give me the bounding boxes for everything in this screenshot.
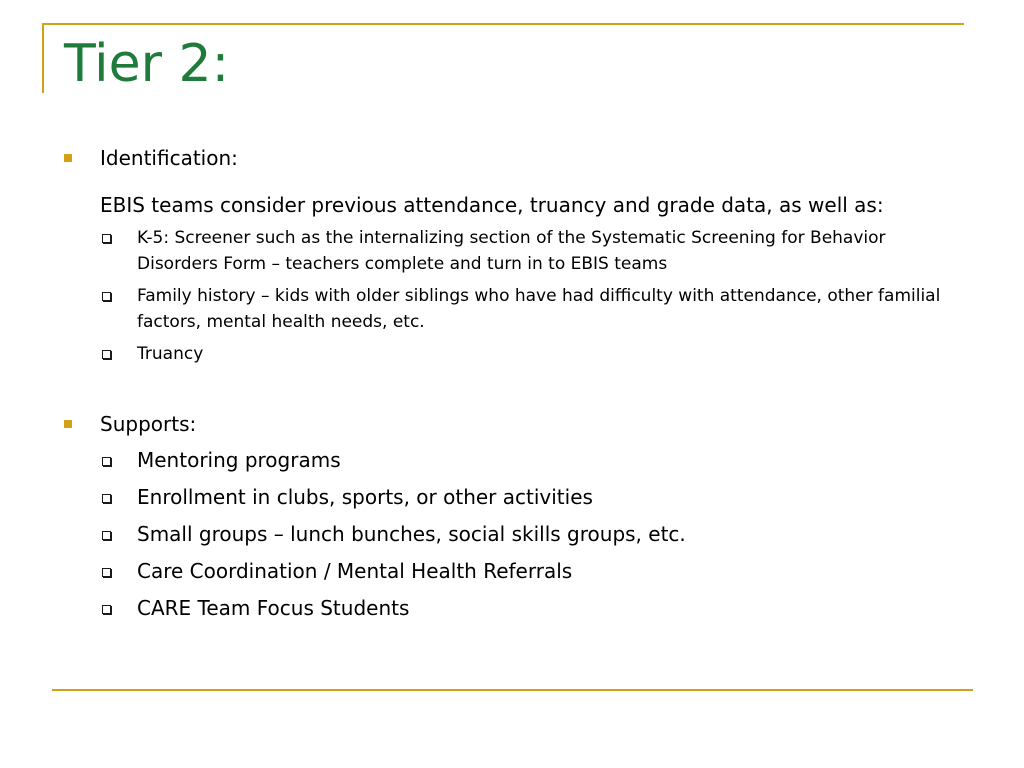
list-item bbox=[100, 283, 964, 335]
list-item bbox=[100, 225, 964, 277]
list-item bbox=[100, 445, 964, 475]
hollow-square-bullet-icon bbox=[102, 605, 111, 614]
hollow-square-bullet-icon bbox=[102, 457, 111, 466]
list-item-text: Small groups – lunch bunches, social skills groups, etc. bbox=[137, 522, 686, 546]
list-item-text: K-5: Screener such as the internalizing section of the Systematic Screening for Behavior Disorders Form – teachers complete and turn in to EBIS teams bbox=[137, 228, 886, 274]
section-supports bbox=[64, 409, 964, 439]
slide-body bbox=[64, 143, 964, 630]
list-item bbox=[100, 593, 964, 623]
slide-title: Tier 2: bbox=[64, 34, 230, 94]
list-item bbox=[100, 556, 964, 586]
list-item-text: Enrollment in clubs, sports, or other activities bbox=[137, 485, 593, 509]
list-item-text: Family history – kids with older siblings who have had difficulty with attendance, other familial factors, mental health needs, etc. bbox=[137, 286, 941, 332]
list-item-text: Mentoring programs bbox=[137, 448, 341, 472]
list-item-text: Truancy bbox=[137, 344, 204, 364]
bottom-rule bbox=[52, 689, 973, 691]
hollow-square-bullet-icon bbox=[102, 350, 111, 359]
list-item bbox=[100, 482, 964, 512]
list-item bbox=[100, 341, 964, 367]
list-item-text: Care Coordination / Mental Health Referrals bbox=[137, 559, 573, 583]
hollow-square-bullet-icon bbox=[102, 531, 111, 540]
hollow-square-bullet-icon bbox=[102, 292, 111, 301]
section-spacer bbox=[64, 373, 964, 409]
filled-square-bullet-icon bbox=[64, 420, 72, 428]
supports-list bbox=[100, 445, 964, 623]
hollow-square-bullet-icon bbox=[102, 494, 111, 503]
section-heading: Supports: bbox=[100, 412, 197, 436]
identification-list bbox=[100, 225, 964, 367]
top-rule bbox=[42, 23, 964, 25]
list-item bbox=[100, 519, 964, 549]
identification-paragraph: EBIS teams consider previous attendance, truancy and grade data, as well as: bbox=[100, 193, 884, 217]
hollow-square-bullet-icon bbox=[102, 234, 111, 243]
hollow-square-bullet-icon bbox=[102, 568, 111, 577]
list-item-text: CARE Team Focus Students bbox=[137, 596, 410, 620]
left-rule bbox=[42, 23, 44, 93]
section-heading: Identification: bbox=[100, 146, 238, 170]
filled-square-bullet-icon bbox=[64, 154, 72, 162]
section-identification bbox=[64, 143, 964, 173]
